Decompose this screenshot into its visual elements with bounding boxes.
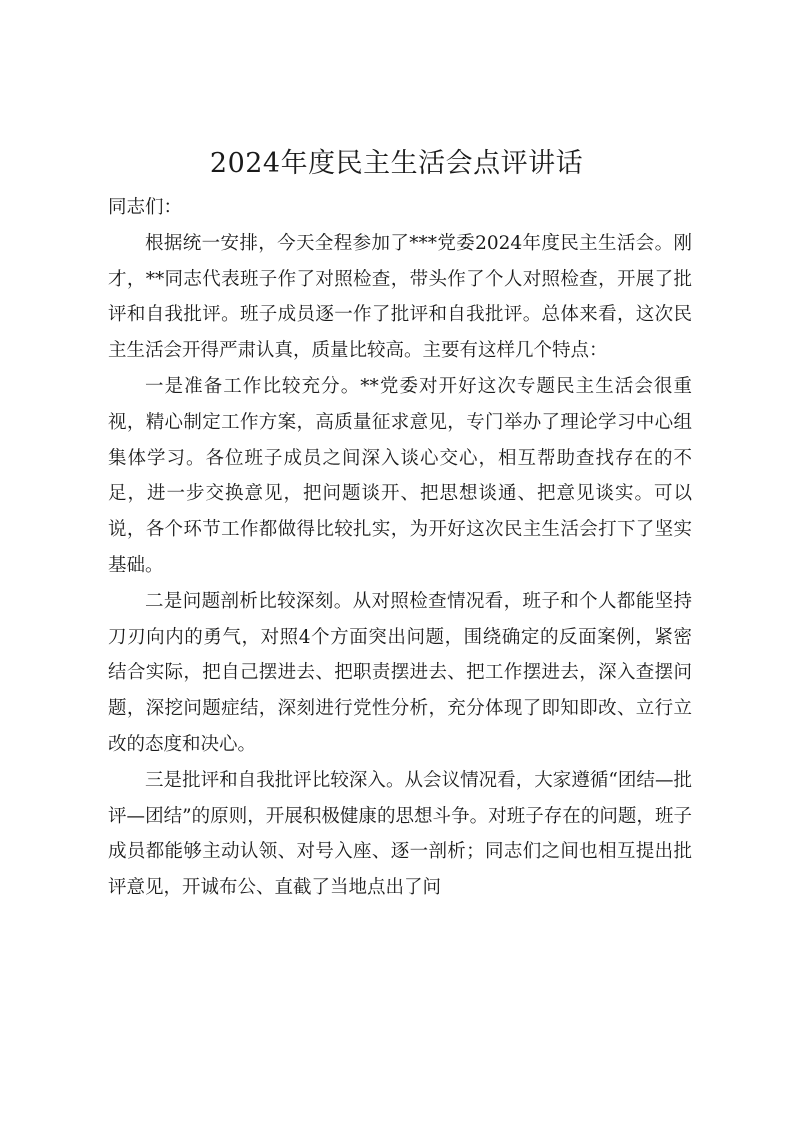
paragraph-point-three: 三是批评和自我批评比较深入。从会议情况看，大家遵循“团结—批评—团结”的原则，开展积极健康的思想斗争。对班子存在的问题，班子成员都能够主动认领、对号入座、逐一剖析；同志们之间也相互提出批评意见，开诚布公、直截了当地点出了问 [108,769,692,899]
paragraph-point-two: 二是问题剖析比较深刻。从对照检查情况看，班子和个人都能坚持刀刃向内的勇气，对照4个方面突出问题，围绕确定的反面案例，紧密结合实际，把自己摆进去、把职责摆进去、把工作摆进去，深入查摆问题，深挖问题症结，深刻进行党性分析，充分体现了即知即改、立行立改的态度和决心。 [108,590,692,755]
page-title: 2024年度民主生活会点评讲话 [209,148,584,179]
document-body [108,190,692,906]
paragraph-intro: 根据统一安排，今天全程参加了***党委2024年度民主生活会。刚才，**同志代表班子作了对照检查，带头作了个人对照检查，开展了批评和自我批评。班子成员逐一作了批评和自我批评。总体来看，这次民主生活会开得严肃认真，质量比较高。主要有这样几个特点： [108,232,692,362]
salutation: 同志们： [108,197,183,218]
paragraph-point-one: 一是准备工作比较充分。**党委对开好这次专题民主生活会很重视，精心制定工作方案，高质量征求意见，专门举办了理论学习中心组集体学习。各位班子成员之间深入谈心交心，相互帮助查找存在的不足，进一步交换意见，把问题谈开、把思想谈通、把意见谈实。可以说，各个环节工作都做得比较扎实，为开好这次民主生活会打下了坚实基础。 [108,375,692,576]
